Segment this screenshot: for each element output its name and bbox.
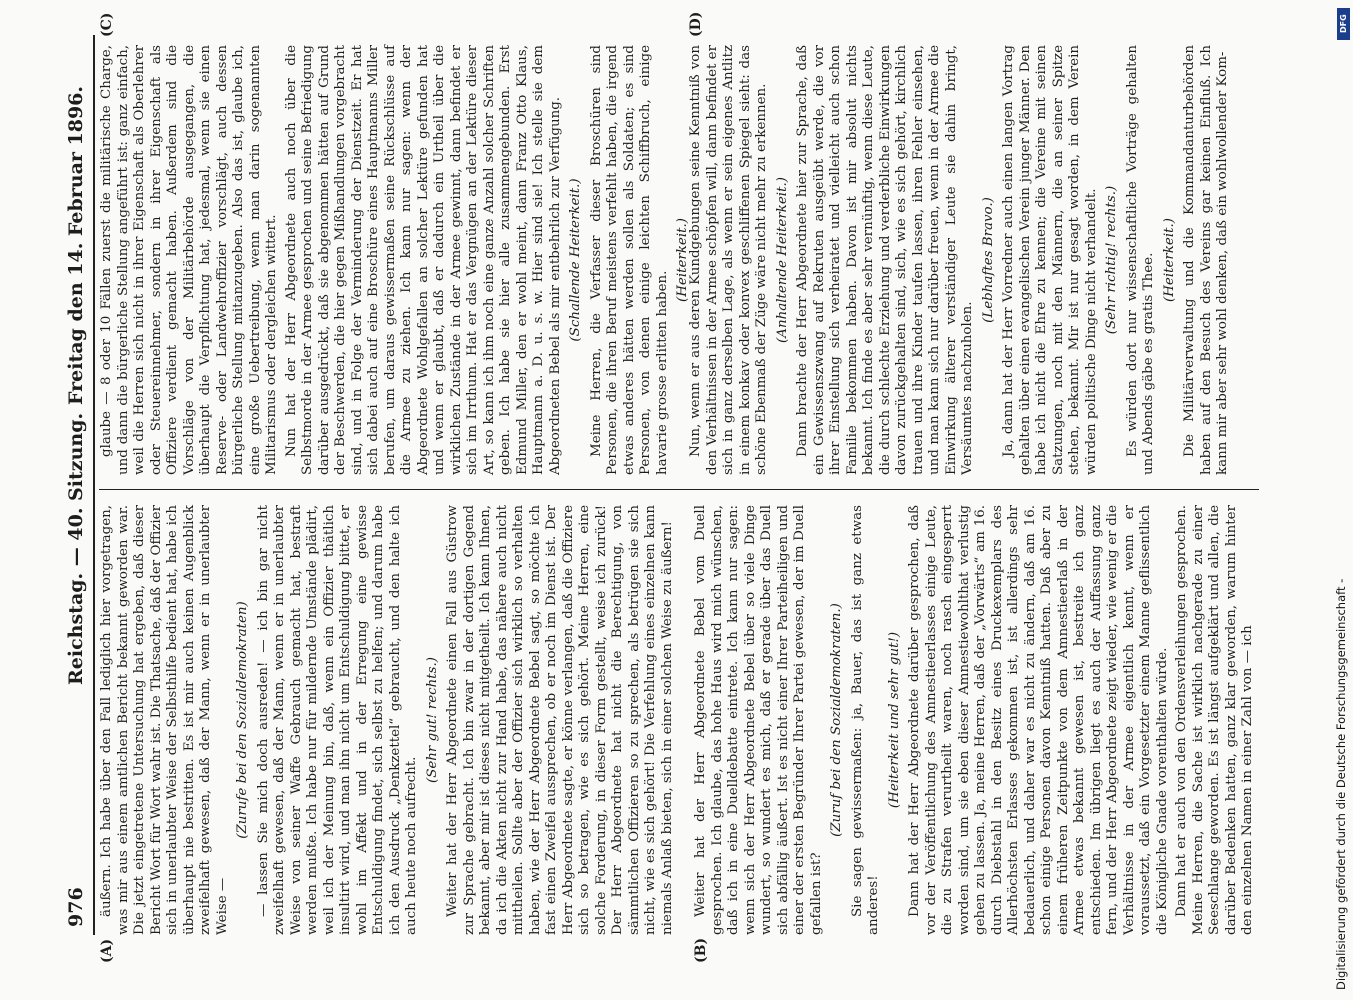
paragraph: Die Militärverwaltung und die Kommandanturbehörden haben auf den Besuch des Vereins gar keinen Einfluß. Ich kann mir aber sehr wohl denken, daß ein wohlwollender Kom-	[1182, 45, 1230, 475]
paragraph: Weiter hat der Herr Abgeordnete Bebel vom Duell gesprochen. Ich glaube, das hohe Haus wird mich wünschen, daß ich in eine Duelldebatte eintrete. Ich kann nur sagen: wenn sich der Herr Abgeordnete Bebel über so viele Dinge wundert, so wundert es mich, daß er gerade über das Duell sich abfällig äußert. Ist es nicht einer Ihrer Parteiheiligen und einer der ersten Begründer Ihrer Partei gewesen, der im Duell gefallen ist?	[693, 505, 824, 935]
right-column-upper	[99, 45, 690, 475]
paragraph: Meine Herren, die Verfasser dieser Broschüren sind Personen, die ihren Beruf meistens verfehlt haben, die irgend etwas anderes hätten werden sollen als Soldaten; es sind Personen, von denen einige leichten Schiffbruch, einige havarie grosse erlitten haben.	[588, 45, 670, 475]
interjection: (Heiterkeit.)	[1161, 218, 1177, 302]
interjection: (Schallende Heiterkeit.)	[568, 178, 583, 342]
paragraph: Dann hat er auch von den Ordensverleihungen gesprochen. Meine Herren, die Sache ist wirklich nachgerade zu einer Seeschlange geworden. Es ist längst aufgeklärt und allen, die darüber Bedenken hatten, ganz klar geworden, warum hinter den einzelnen Namen in einer Zahl von — ich	[1174, 505, 1255, 935]
paragraph: Dann hat der Herr Abgeordnete darüber gesprochen, daß vor der Veröffentlichung des Amnestieerlasses einige Leute, die zu Strafen verurtheilt waren, noch rasch eingesperrt worden sind, um sie eben dieser Amnestiewohlthat verlustig gehen zu lassen. Ja, meine Herren, daß der „Vorwärts“ am 16. durch Diebstahl in den Besitz eines Druckexemplars des Allerhöchsten Erlasses gekommen ist, ist allerdings sehr bedauerlich, und daher war es nicht zu ändern, daß am 16. schon einige Personen davon Kenntniß hatten. Daß aber zu einem früheren Zeitpunkte von dem Amnestieerlaß in der Armee etwas bekannt gewesen ist, bestreite ich ganz entschieden. Im übrigen liegt es auch der Auffassung ganz fern, und der Herr Abgeordnete zeigt wieder, wie wenig er die Verhältnisse in der Armee eigentlich kennt, wenn er voraussetzt, daß ein Vorgesetzter einem Manne geflissentlich die Königliche Gnade vorenthalten würde.	[907, 505, 1170, 935]
paragraph: Weiter hat der Herr Abgeordnete einen Fall aus Güstrow zur Sprache gebracht. Ich bin zwar in der dortigen Gegend bekannt, aber mir ist dieses nicht mitgetheilt. Ich kann Ihnen, da ich die Akten nicht zur Hand habe, das nähere auch nicht mittheilen. Sollte aber der Offizier sich wirklich so verhalten haben, wie der Herr Abgeordnete Bebel sagt, so möchte ich fast einen Zweifel aussprechen, ob er noch im Dienst ist. Der Herr Abgeordnete sagte, er könne verlangen, daß die Offiziere sich so betragen, wie es sich gehört. Meine Herren, eine solche Forderung, in dieser Form gestellt, weise ich zurück! Der Herr Abgeordnete hat nicht die Berechtigung, von sämmtlichen Offizieren so zu sprechen, als betrügen sie sich nicht, wie es sich gehört! Die Verfehlung eines einzelnen kann niemals Anlaß bieten, sich in einer solchen Weise zu äußern!	[445, 505, 675, 935]
interjection: (Zurufe bei den Sozialdemokraten)	[235, 601, 250, 839]
interjection: (Zuruf bei den Sozialdemokraten.)	[829, 603, 844, 837]
interjection: (Sehr richtig! rechts.)	[1104, 185, 1119, 335]
session-title: Reichstag. — 40. Sitzung.	[65, 412, 87, 685]
rotated-scan	[63, 11, 1283, 963]
paragraph: Es würden dort nur wissenschaftliche Vorträge gehalten und Abends gäbe es gratis Thee.	[1124, 45, 1156, 475]
paragraph: Sie sagen gewissermaßen: ja, Bauer, das ist ganz etwas anderes!	[849, 505, 881, 935]
paragraph: — lassen Sie mich doch ausreden! — ich bin gar nicht zweifelhaft gewesen, daß der Mann, wenn er in unerlaubter Weise von seiner Waffe Gebrauch gemacht hat, bestraft werden mußte. Ich habe nur für mildernde Umstände plädirt, weil ich der Meinung bin, daß, wenn ein Offizier thätlich insultirt wird, und man ihn nicht um Entschuldigung bittet, er wohl im Affekt und in der Erregung eine gewisse Entschuldigung findet, sich selbst zu helfen; und darum habe ich den Ausdruck „Denkzettel“ gebraucht, und den halte ich auch heute noch aufrecht.	[255, 505, 419, 935]
interjection: (Anhaltende Heiterkeit.)	[774, 177, 790, 343]
paragraph: Dann brachte der Herr Abgeordnete hier zur Sprache, daß ein Gewissenszwang auf Rekruten ausgeübt werde, die vor ihrer Einstellung sich verheiratet und vielleicht auch schon Familie bekommen haben. Davon ist mir absolut nichts bekannt. Ich finde es aber sehr vernünftig, wenn diese Leute, die durch schlechte Erziehung und verderbliche Einwirkungen davon zurückgehalten sind, sich, wie es sich gehört, kirchlich trauen und ihre Kinder taufen lassen, ihren Fehler einsehen, und man kann sich nur darüber freuen, wenn in der Armee die Einwirkung älterer verständiger Leute sie dahin bringt, Versäumtes nachzuholen.	[795, 45, 975, 475]
left-column-lower	[693, 505, 1258, 935]
interjection: (Sehr gut! rechts.)	[424, 657, 440, 784]
page-number: 976	[65, 887, 87, 927]
margin-mark-c: (C)	[99, 12, 115, 37]
paragraph: glaube — 8 oder 10 Fällen zuerst die militärische Charge, und dann die bürgerliche Stellung angeführt ist: ganz einfach, weil die Herren sich nicht in ihrer Eigenschaft als Oberlehrer oder Steuereinnehmer, sondern in ihrer Eigenschaft als Offiziere verdient gemacht haben. Außerdem sind die Vorschläge von der Militärbehörde ausgegangen, die überhaupt die Verpflichtung hat, jedesmal, wenn sie einen Reserve- oder Landwehroffizier vorschlägt, auch dessen bürgerliche Stellung mitanzugeben. Also das ist, glaube ich, eine große Uebertreibung, wenn man darin sogenannten Militarismus oder dergleichen wittert.	[99, 45, 279, 475]
dfg-logo: DFG	[1337, 8, 1350, 40]
left-column-upper	[99, 505, 689, 935]
interjection: (Heiterkeit.)	[675, 218, 690, 302]
margin-mark-a: (A)	[99, 938, 115, 963]
column-divider	[99, 489, 1259, 490]
right-column-lower	[688, 45, 1258, 475]
margin-mark-b: (B)	[693, 937, 709, 963]
digitization-credit: Digitalisierung gefördert durch die Deutsche Forschungsgemeinschaft -	[1334, 578, 1348, 990]
paragraph: Nun hat der Herr Abgeordnete auch noch über die Selbstmorde in der Armee gesprochen und seine Befriedigung darüber ausgedrückt, daß sie abgenommen hätten auf Grund der Beschwerden, die hier gegen Mißhandlungen vorgebracht sind, und in Folge der Verminderung der Dienstzeit. Er hat sich dabei auch auf eine Broschüre eines Hauptmanns Miller berufen, um daraus gewissermaßen seine Rückschlüsse auf die Armee zu ziehen. Ich kann nur sagen: wenn der Abgeordnete Wohlgefallen an solcher Lektüre gefunden hat und wenn er glaubt, daß er dadurch ein Urtheil über die wirklichen Zustände in der Armee gewinnt, dann befindet er sich im Irrthum. Hat er das Vergnügen an der Lektüre dieser Art, so kann ich ihm noch eine ganze Anzahl solcher Schriften geben. Ich habe sie hier alle zusammengebunden. Erst Edmund Miller, den er wohl meint, dann Franz Otto Klaus, Hauptmann a. D. u. s. w. Hier sind sie! Ich stelle sie dem Abgeordneten Bebel als mir entbehrlich zur Verfügung.	[283, 45, 563, 475]
paragraph: Nun, wenn er aus deren Kundgebungen seine Kenntniß von den Verhältnissen in der Armee schöpfen will, dann befindet er sich in ganz derselben Lage, als wenn er sein eigenes Antlitz in einem konkav oder konvex geschliffenen Spiegel sieht: das schöne Ebenmaß der Züge wäre nicht mehr zu erkennen.	[688, 45, 769, 475]
interjection: (Heiterkeit und sehr gut!)	[886, 631, 902, 809]
paragraph: äußern. Ich habe über den Fall lediglich hier vorgetragen, was mir aus einem amtlichen Bericht bekannt geworden war. Die jetzt eingetretene Untersuchung hat ergeben, daß dieser Bericht Wort für Wort wahr ist. Die Thatsache, daß der Offizier sich in unerlaubter Weise der Selbsthilfe bedient hat, habe ich überhaupt nie bestritten. Es ist mir auch keinen Augenblick zweifelhaft gewesen, daß der Mann, wenn er in unerlaubter Weise —	[99, 505, 230, 935]
session-date: Freitag den 14. Februar 1896.	[65, 85, 87, 405]
page-header	[63, 35, 95, 935]
paragraph: Ja, dann hat der Herr Vorredner auch einen langen Vortrag gehalten über einen evangelischen Verein junger Männer. Den habe ich nicht die Ehre zu kennen; die Vereine mit seinen Satzungen, noch mit den Männern, die an seiner Spitze stehen, bekannt. Mir ist nur gesagt worden, in dem Verein würden politische Dinge nicht verhandelt.	[1001, 45, 1099, 475]
margin-mark-d: (D)	[688, 11, 704, 37]
interjection: (Lebhaftes Bravo.)	[980, 197, 996, 323]
